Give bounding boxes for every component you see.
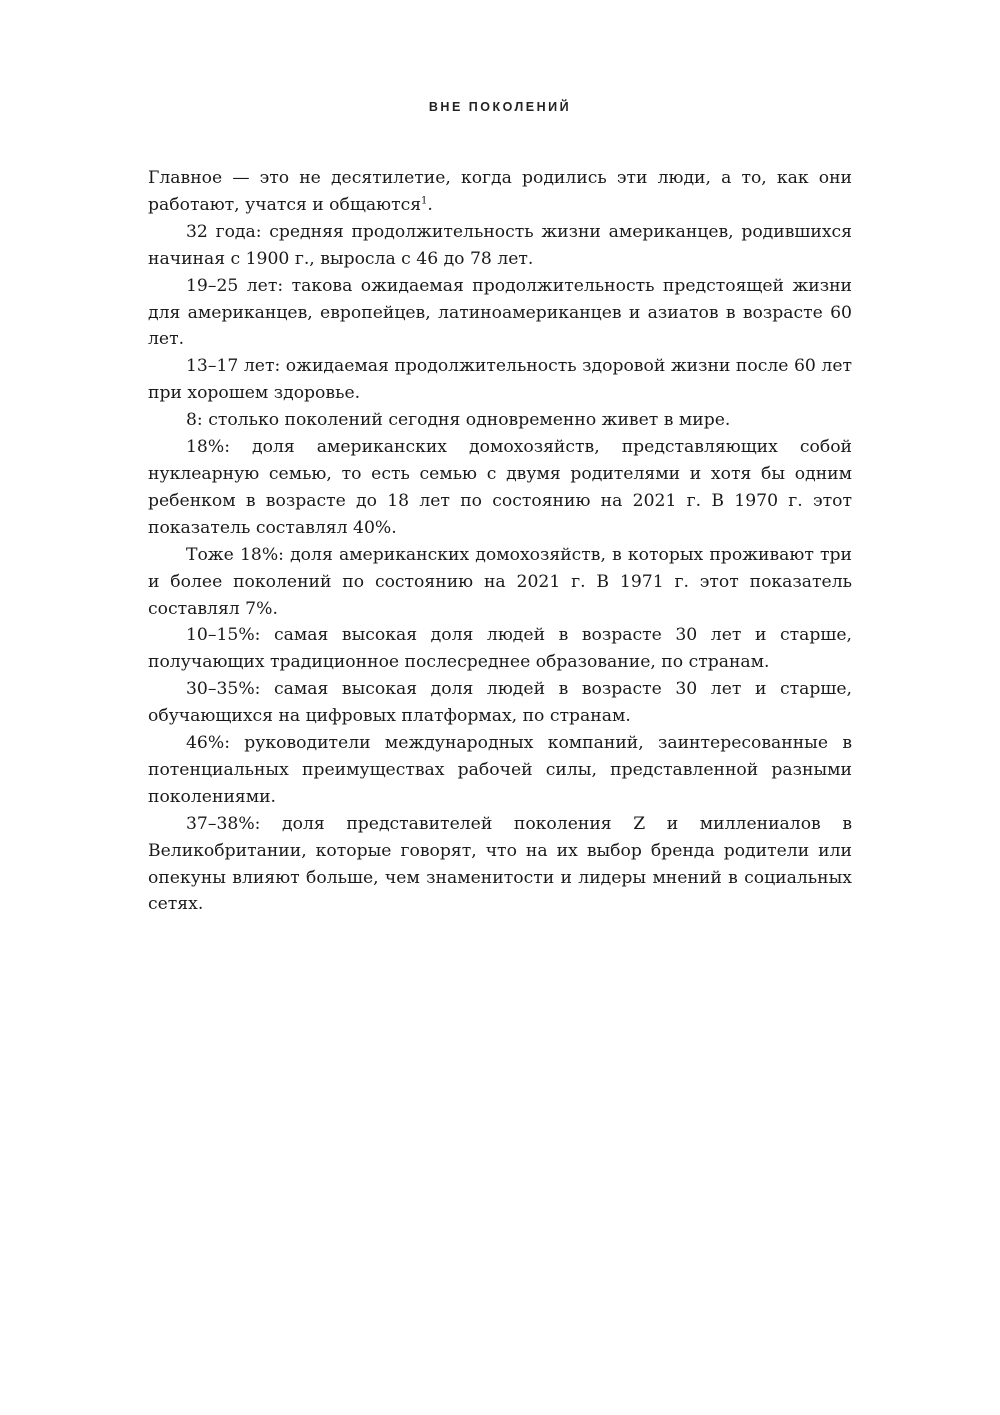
- stat-paragraph: 32 года: средняя продолжительность жизни американцев, родившихся начиная с 1900 г., выросла с 46 до 78 лет.: [148, 221, 852, 269]
- opening-end: .: [427, 194, 433, 215]
- stat-paragraph: 19–25 лет: такова ожидаемая продолжительность предстоящей жизни для американцев, европейцев, латиноамериканцев и азиатов в возрасте 60 лет.: [148, 275, 852, 350]
- stat-paragraph: 8: столько поколений сегодня одновременно живет в мире.: [186, 410, 731, 431]
- stat-paragraph: 30–35%: самая высокая доля людей в возрасте 30 лет и старше, обучающихся на цифровых платформах, по странам.: [148, 679, 852, 727]
- stat-paragraph: Тоже 18%: доля американских домохозяйств, в которых проживают три и более поколений по состоянию на 2021 г. В 1971 г. этот показатель составлял 7%.: [148, 544, 852, 619]
- opening-paragraph: [148, 165, 852, 219]
- footnote-reference[interactable]: 1: [421, 195, 428, 207]
- stat-paragraph: 10–15%: самая высокая доля людей в возрасте 30 лет и старше, получающих традиционное послесреднее образование, по странам.: [148, 625, 852, 673]
- body-text: [148, 165, 852, 918]
- stat-paragraph: 37–38%: доля представителей поколения Z и миллениалов в Великобритании, которые говорят, что на их выбор бренда родители или опекуны влияют больше, чем знаменитости и лидеры мнений в социальных сетях.: [148, 813, 852, 915]
- stat-paragraph: 18%: доля американских домохозяйств, представляющих собой нуклеарную семью, то есть семью с двумя родителями и хотя бы одним ребенком в возрасте до 18 лет по состоянию на 2021 г. В 1970 г. этот показатель составлял 40%.: [148, 437, 852, 538]
- stat-paragraph: 13–17 лет: ожидаемая продолжительность здоровой жизни после 60 лет при хорошем здоровье.: [148, 356, 852, 404]
- opening-text: Главное — это не десятилетие, когда родились эти люди, а то, как они работают, учатся и общаются: [148, 168, 852, 215]
- running-header: ВНЕ ПОКОЛЕНИЙ: [428, 100, 572, 114]
- stat-paragraph: 46%: руководители международных компаний, заинтересованные в потенциальных преимуществах рабочей силы, представленной разными поколениями.: [148, 733, 852, 807]
